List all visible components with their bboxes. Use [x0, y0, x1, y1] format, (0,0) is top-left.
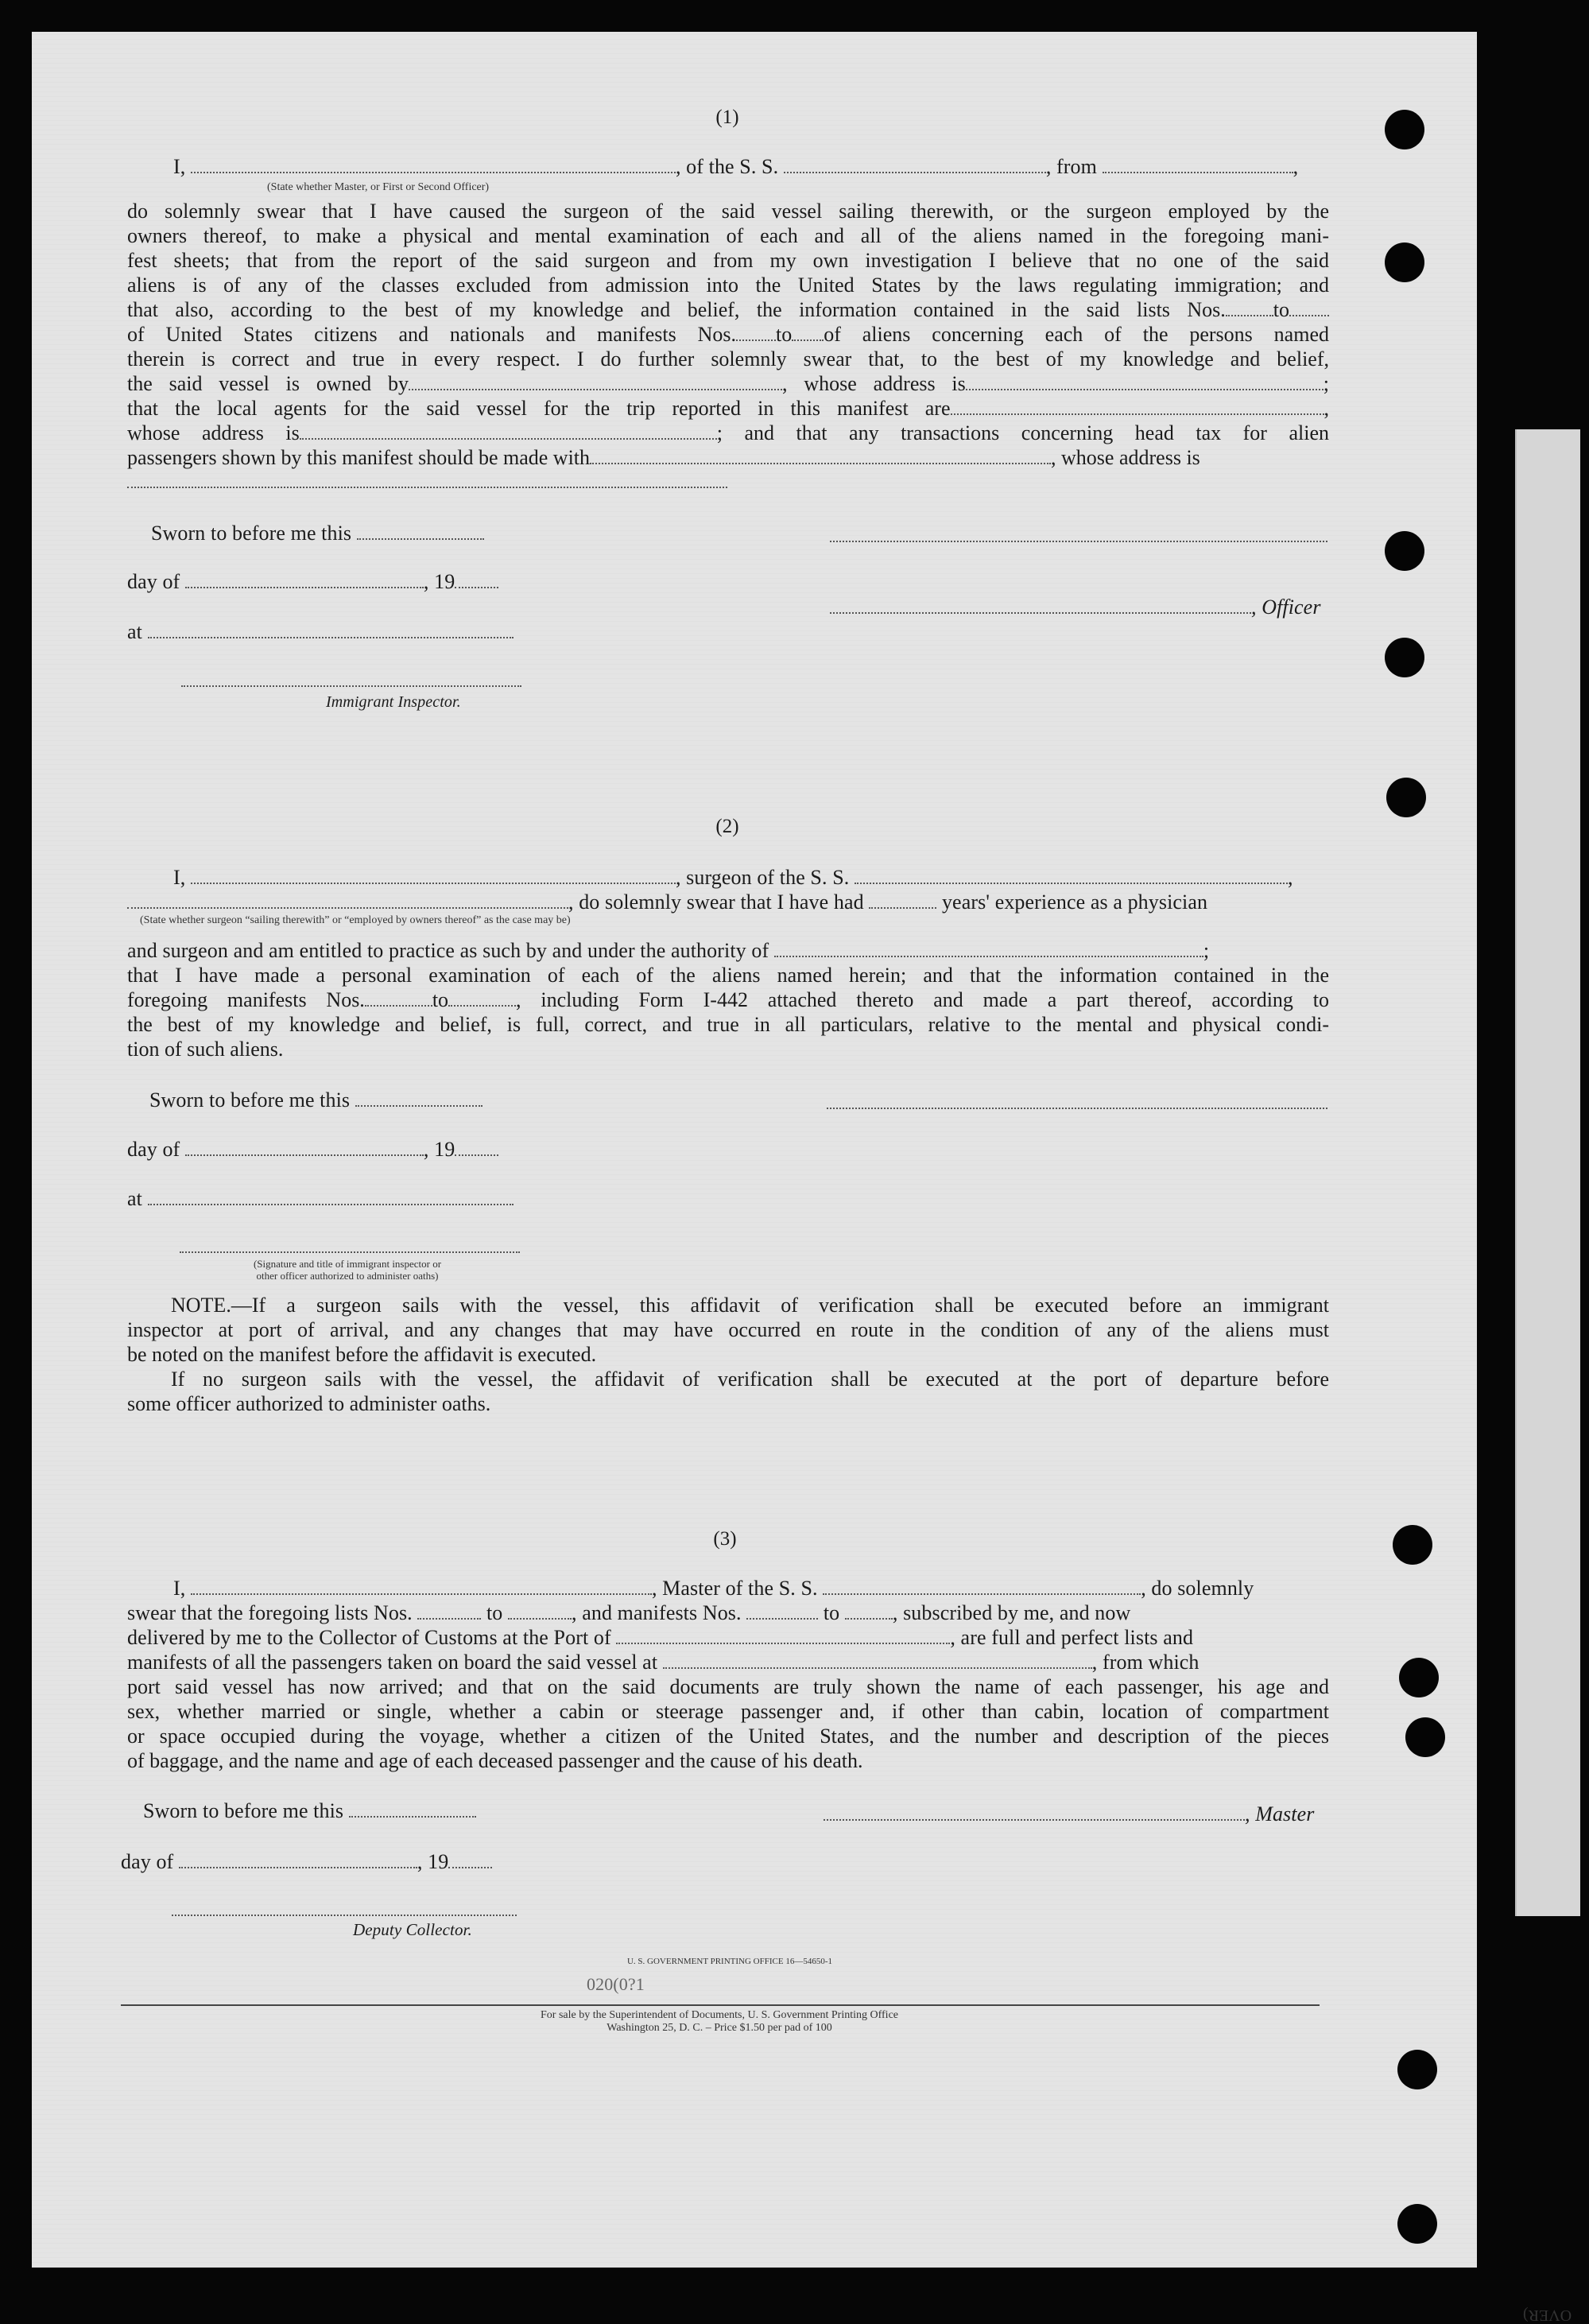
sworn-line — [149, 1088, 483, 1112]
punch-hole — [1385, 242, 1424, 282]
owner-address-field[interactable] — [966, 371, 1324, 390]
text: Sworn to before me this — [149, 1088, 351, 1112]
text: whose address is — [127, 421, 300, 444]
ship-name-field[interactable] — [855, 865, 1288, 884]
text: , do solemnly — [1141, 1577, 1254, 1600]
lists-line — [127, 1600, 1130, 1625]
body-line: that the local agents for the said vessel for the trip reported in this manifest are , — [127, 397, 1329, 420]
text: at — [127, 620, 142, 643]
text: day of — [121, 1850, 174, 1873]
text: to — [432, 988, 449, 1011]
text: , Officer — [1251, 596, 1321, 619]
manifests-from-field[interactable] — [365, 987, 432, 1007]
master-signature-line — [824, 1802, 1314, 1826]
text: , whose address is — [782, 372, 966, 395]
section1-body — [127, 199, 1329, 470]
body-line: fest sheets; that from the report of the said surgeon and from my own investigation I believe that no one of the said — [127, 249, 1329, 272]
section3-body — [127, 1674, 1329, 1773]
ship-name-field[interactable] — [784, 154, 1046, 173]
text: , Master of the S. S. — [651, 1577, 818, 1600]
body-line: or space occupied during the voyage, whether a citizen of the United States, and the number and description of the pieces — [127, 1725, 1329, 1748]
punch-hole — [1393, 1525, 1432, 1565]
month-field[interactable] — [185, 1137, 424, 1156]
years-field[interactable] — [869, 890, 936, 909]
deputy-caption: Deputy Collector. — [353, 1920, 472, 1939]
embark-port-field[interactable] — [663, 1650, 1092, 1669]
handwritten-stamp: 020(0?1 — [587, 1974, 645, 1994]
surgeon-caption: (State whether surgeon “sailing therewith” or “employed by owners thereof” as the case may be) — [140, 914, 571, 926]
text: , of the S. S. — [675, 155, 779, 178]
ship-name-field[interactable] — [823, 1576, 1141, 1595]
lists-to-field[interactable] — [508, 1600, 572, 1620]
text: day of — [127, 570, 180, 593]
surgeon-name-field[interactable] — [191, 865, 676, 884]
lists-from-field[interactable] — [417, 1600, 481, 1620]
body-line: therein is correct and true in every respect. I do further solemnly swear that, to the best of my knowledge and belief, — [127, 347, 1329, 371]
lists-from-field[interactable] — [1226, 297, 1273, 316]
section1-header-line: I, , of the S. S. , from , — [173, 155, 1299, 178]
sale-notice: Washington 25, D. C. – Price $1.50 per pad of 100 — [607, 2022, 832, 2034]
punch-hole — [1397, 2050, 1437, 2089]
section-number: (3) — [713, 1528, 737, 1550]
note-line: If no surgeon sails with the vessel, the affidavit of verification shall be executed at the port of departure before — [171, 1368, 1329, 1391]
agents-address-field[interactable] — [300, 421, 717, 440]
section3-header-line — [173, 1576, 1254, 1600]
gpo-imprint: U. S. GOVERNMENT PRINTING OFFICE 16—54650-1 — [626, 1957, 832, 1966]
text: the said vessel is owned by — [127, 372, 409, 395]
inspector-signature-line[interactable] — [180, 1251, 520, 1253]
text: , are full and perfect lists and — [950, 1626, 1194, 1649]
text: , 19 — [423, 1138, 455, 1161]
punch-hole — [1385, 110, 1424, 149]
text: years' experience as a physician — [941, 890, 1208, 914]
note-line: inspector at port of arrival, and any changes that may have occurred en route in the condition of any of the aliens must — [127, 1318, 1329, 1341]
month-field[interactable] — [179, 1849, 417, 1868]
manifests-from-field[interactable] — [736, 322, 776, 341]
master-signature-field[interactable] — [824, 1802, 1245, 1821]
punch-hole — [1385, 638, 1424, 677]
footer-rule — [121, 2004, 1320, 2006]
text: , subscribed by me, and now — [892, 1601, 1131, 1624]
adjacent-page-edge — [1515, 429, 1580, 2324]
text: foregoing manifests Nos. — [127, 988, 365, 1011]
head-tax-contact-field[interactable] — [590, 445, 1051, 464]
body-line: the best of my knowledge and belief, is full, correct, and true in all particulars, relative to the mental and physical condi- — [127, 1013, 1329, 1036]
place-field[interactable] — [148, 1186, 514, 1205]
officer-caption: (State whether Master, or First or Second Officer) — [267, 181, 490, 193]
body-line: the said vessel is owned by , whose address is ; — [127, 372, 1329, 395]
authority-field[interactable] — [774, 938, 1203, 957]
section2-body — [127, 963, 1329, 1061]
section-number: (1) — [715, 107, 739, 128]
body-line: sex, whether married or single, whether a cabin or steerage passenger and, if other than cabin, location of compartment — [127, 1700, 1329, 1723]
body-line: of baggage, and the name and age of each deceased passenger and the cause of his death. — [127, 1749, 863, 1772]
place-field[interactable] — [148, 619, 514, 638]
text: day of — [127, 1138, 180, 1161]
agents-field[interactable] — [951, 396, 1324, 415]
text: , from which — [1091, 1651, 1200, 1674]
text: I, — [173, 155, 186, 178]
text: delivered by me to the Collector of Customs at the Port of — [127, 1626, 611, 1649]
text: passengers shown by this manifest should be made with — [127, 446, 591, 469]
section-number: (2) — [715, 816, 739, 837]
punch-hole — [1397, 2204, 1437, 2244]
body-line — [127, 987, 1329, 1012]
note-line: NOTE.—If a surgeon sails with the vessel, this affidavit of verification shall be executed before an immigrant — [171, 1294, 1329, 1317]
text: , including Form I-442 attached thereto and made a part thereof, according to — [516, 988, 1329, 1011]
officer-title-field[interactable] — [830, 595, 1251, 614]
text: Sworn to before me this — [151, 522, 352, 545]
text: ; and that any transactions concerning head tax for alien — [716, 421, 1329, 444]
section2-header-line: I, , surgeon of the S. S. , — [173, 866, 1293, 889]
delivered-line — [127, 1625, 1193, 1650]
body-line: owners thereof, to make a physical and mental examination of each and all of the aliens named in the foregoing mani- — [127, 224, 1329, 247]
officer-line — [830, 595, 1321, 619]
sale-notice: For sale by the Superintendent of Documents, U. S. Government Printing Office — [541, 2009, 898, 2021]
surgeon-status-field[interactable] — [127, 890, 568, 909]
body-line: aliens is of any of the classes excluded from admission into the United States by the laws regulating immigration; and — [127, 274, 1329, 297]
text: I, — [173, 1577, 186, 1600]
sworn-line — [151, 521, 484, 545]
lists-to-field[interactable] — [1289, 297, 1329, 316]
text: to — [775, 323, 793, 346]
from-port-field[interactable] — [1103, 154, 1293, 173]
manifests-to-field[interactable] — [448, 987, 516, 1007]
day-of-line — [127, 1137, 498, 1162]
body-line — [127, 297, 1329, 322]
text: manifests of all the passengers taken on board the said vessel at — [127, 1651, 658, 1674]
officer-signature-line[interactable] — [830, 541, 1327, 542]
punch-hole — [1386, 778, 1426, 817]
note-line: be noted on the manifest before the affidavit is executed. — [127, 1343, 597, 1366]
year-field[interactable] — [455, 1137, 498, 1156]
manifests-from-field[interactable] — [746, 1600, 818, 1620]
text: to — [486, 1601, 503, 1624]
text: , 19 — [417, 1850, 449, 1873]
note-line: some officer authorized to administer oaths. — [127, 1392, 491, 1415]
at-line — [127, 619, 514, 644]
surgeon-experience-line — [127, 890, 1207, 914]
inspector-caption: Immigrant Inspector. — [326, 693, 461, 711]
text: of aliens concerning each of the persons named — [824, 323, 1329, 346]
year-field[interactable] — [448, 1849, 492, 1868]
address-continuation-line[interactable] — [127, 487, 727, 488]
manifests-to-field[interactable] — [792, 322, 824, 341]
sworn-day-field[interactable] — [349, 1798, 476, 1818]
punch-hole — [1405, 1717, 1445, 1757]
punch-hole — [1385, 531, 1424, 571]
signature-caption: (Signature and title of immigrant inspector or — [253, 1258, 442, 1270]
text: Sworn to before me this — [143, 1799, 344, 1822]
year-field[interactable] — [455, 569, 498, 588]
text: to — [1273, 298, 1289, 321]
text: , and manifests Nos. — [572, 1601, 742, 1624]
manifests-to-field[interactable] — [845, 1600, 893, 1620]
authority-line: and surgeon and am entitled to practice as such by and under the authority of ; — [127, 939, 1210, 962]
inspector-signature-line[interactable] — [181, 685, 521, 687]
port-field[interactable] — [616, 1625, 950, 1644]
text: , do solemnly swear that I have had — [568, 890, 864, 914]
sworn-line — [143, 1798, 476, 1823]
text: , from — [1045, 155, 1097, 178]
day-of-line — [127, 569, 498, 594]
master-name-field[interactable] — [191, 1576, 652, 1595]
body-line — [127, 322, 1329, 347]
text: to — [823, 1601, 840, 1624]
surgeon-signature-line[interactable] — [827, 1108, 1327, 1109]
text: , surgeon of the S. S. — [675, 866, 850, 889]
body-line — [127, 445, 1329, 470]
text: I, — [173, 866, 186, 889]
body-line: tion of such aliens. — [127, 1038, 284, 1061]
officer-name-field[interactable] — [191, 154, 676, 173]
text: swear that the foregoing lists Nos. — [127, 1601, 413, 1624]
at-line — [127, 1186, 514, 1211]
text: of United States citizens and nationals and manifests Nos. — [127, 323, 736, 346]
text: and surgeon and am entitled to practice as such by and under the authority of — [127, 939, 769, 962]
sworn-day-field[interactable] — [357, 521, 484, 540]
deputy-signature-line[interactable] — [172, 1915, 517, 1916]
text: that the local agents for the said vessel for the trip reported in this manifest are — [127, 397, 951, 420]
text: , 19 — [423, 570, 455, 593]
text: at — [127, 1187, 142, 1210]
text: that also, according to the best of my knowledge and belief, the information contained in the said lists Nos. — [127, 298, 1226, 321]
text: , whose address is — [1051, 446, 1200, 469]
owner-field[interactable] — [409, 371, 782, 390]
month-field[interactable] — [185, 569, 424, 588]
punch-hole — [1399, 1658, 1439, 1697]
over-label: OVER) — [1523, 2307, 1572, 2324]
sworn-day-field[interactable] — [355, 1088, 483, 1107]
body-line — [127, 421, 1329, 445]
body-line: that I have made a personal examination of each of the aliens named herein; and that the information contained in the — [127, 964, 1329, 987]
embark-line — [127, 1650, 1200, 1674]
day-of-line — [121, 1849, 492, 1874]
text: , Master — [1245, 1802, 1315, 1825]
signature-caption: other officer authorized to administer oaths) — [256, 1270, 439, 1282]
body-line: do solemnly swear that I have caused the surgeon of the said vessel sailing therewith, or the surgeon employed by the — [127, 200, 1329, 223]
body-line: port said vessel has now arrived; and that on the said documents are truly shown the name of each passenger, his age and — [127, 1675, 1329, 1698]
section2-note — [127, 1293, 1329, 1416]
